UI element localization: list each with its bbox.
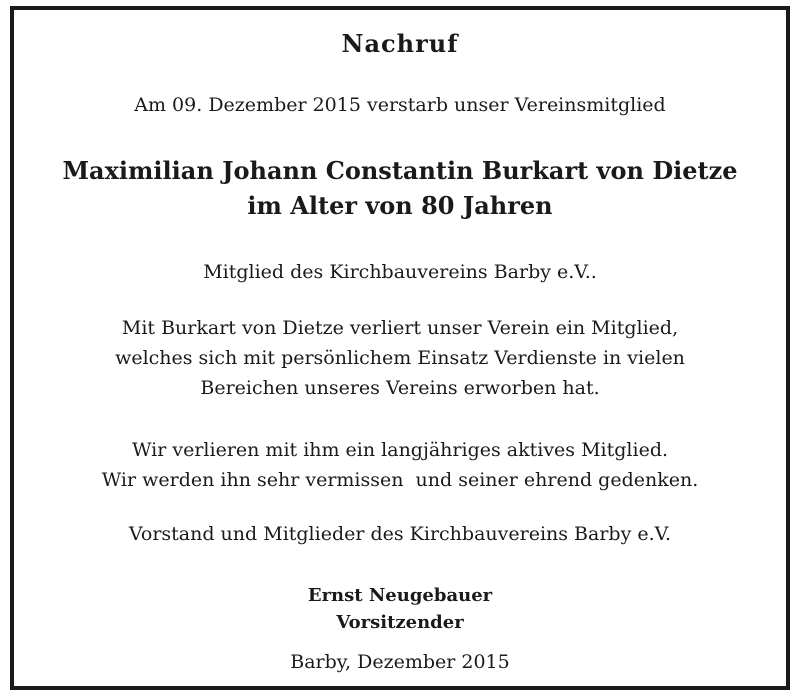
tribute-paragraph [14, 313, 786, 403]
remembrance-line: Wir verlieren mit ihm ein langjähriges aktives Mitglied. [131, 439, 669, 461]
closing-text: Vorstand und Mitglieder des Kirchbauvereins Barby e.V. [128, 523, 672, 545]
tribute-line: Mit Burkart von Dietze verliert unser Verein ein Mitglied, [121, 317, 679, 339]
tribute-line: Bereichen unseres Vereins erworben hat. [200, 377, 600, 399]
deceased-name: Maximilian Johann Constantin Burkart von Dietze [62, 156, 738, 185]
age-line: im Alter von 80 Jahren [247, 191, 553, 220]
place-date: Barby, Dezember 2015 [290, 651, 510, 673]
signer-name: Ernst Neugebauer [307, 585, 493, 606]
membership-text: Mitglied des Kirchbauvereins Barby e.V.. [203, 261, 597, 283]
deceased-name-block [14, 153, 786, 223]
intro-text: Am 09. Dezember 2015 verstarb unser Vereinsmitglied [134, 94, 666, 116]
tribute-line: welches sich mit persönlichem Einsatz Verdienste in vielen [115, 347, 685, 369]
signature-block [14, 582, 786, 636]
obituary-notice [10, 6, 790, 690]
signer-role: Vorsitzender [336, 612, 464, 633]
notice-title: Nachruf [341, 29, 459, 58]
remembrance-paragraph [14, 435, 786, 495]
remembrance-line: Wir werden ihn sehr vermissen und seiner ehrend gedenken. [101, 469, 699, 491]
